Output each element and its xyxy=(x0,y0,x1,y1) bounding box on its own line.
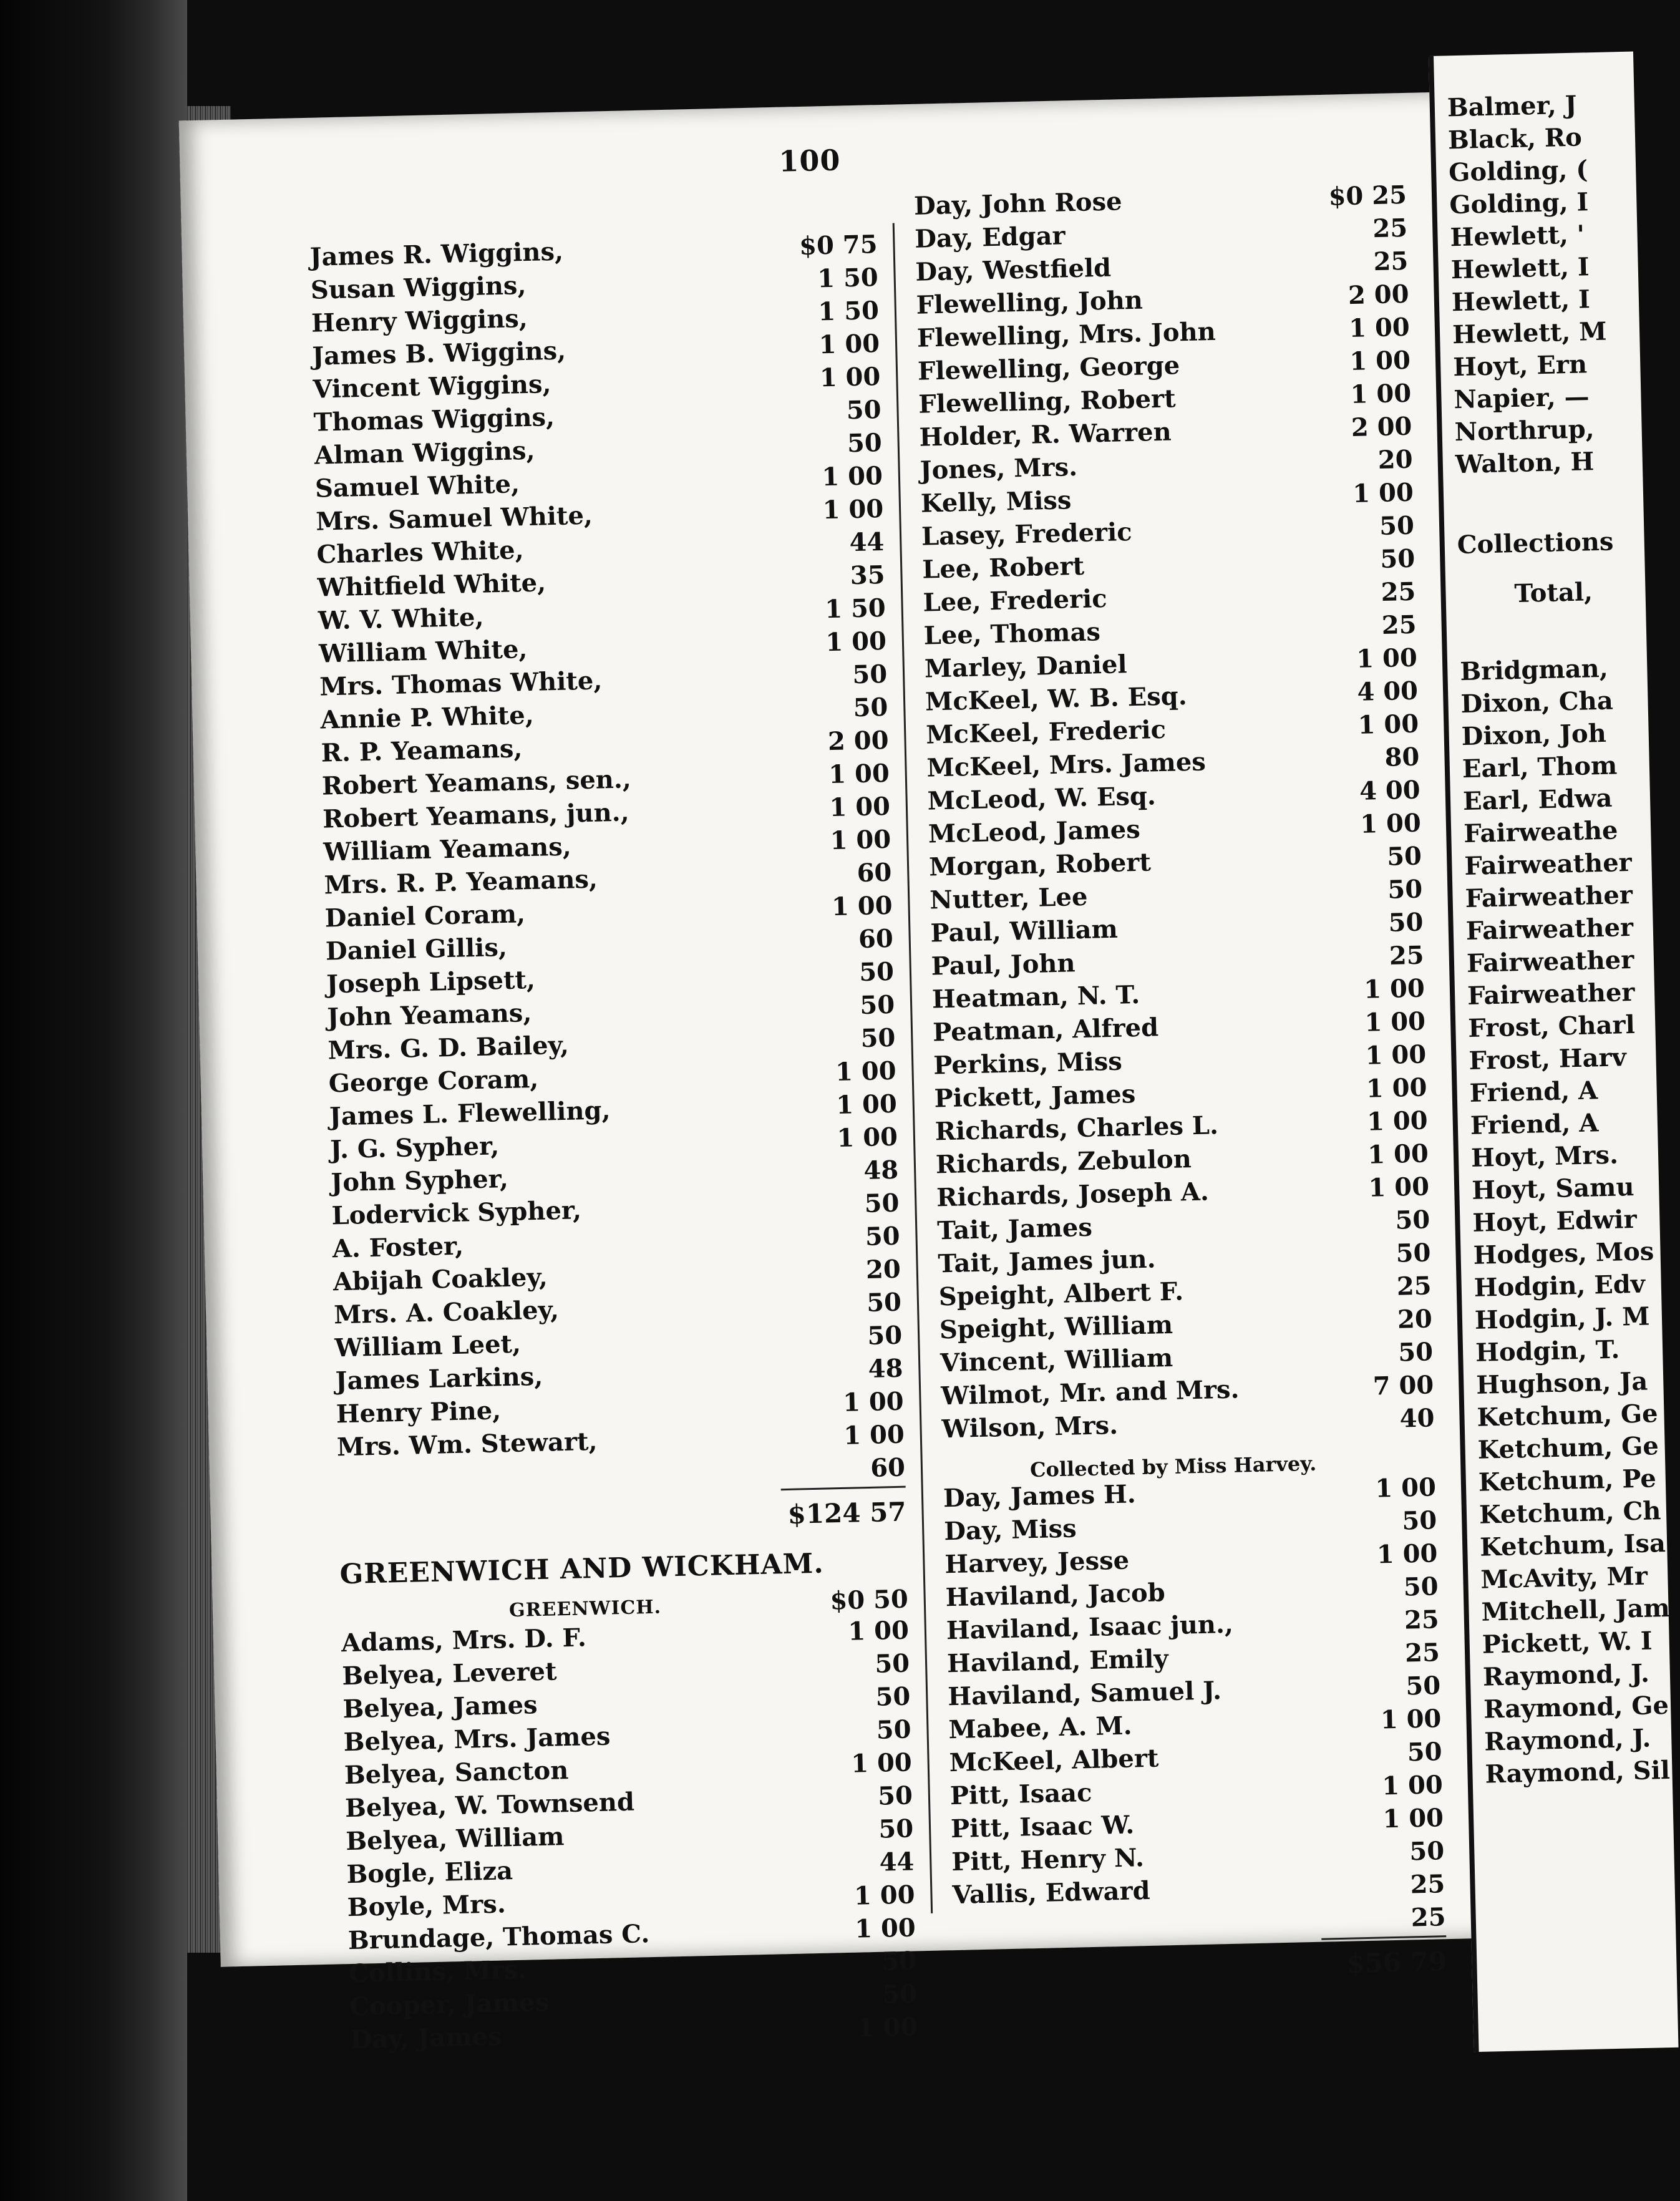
adjacent-line: Fairweather xyxy=(1467,977,1635,1011)
entry-name: McKeel, Albert xyxy=(949,1743,1159,1778)
adjacent-line: Hewlett, I xyxy=(1451,284,1591,318)
entry-name: Lodervick Sypher, xyxy=(331,1195,582,1231)
entry-name: Robert Yeamans, jun., xyxy=(322,797,630,834)
entry-amount: 50 xyxy=(1387,874,1423,905)
entry-name: Joseph Lipsett, xyxy=(326,964,536,999)
entry-name: Lee, Thomas xyxy=(923,617,1101,651)
entry-amount: 1 00 xyxy=(825,626,887,658)
entry-amount: 1 00 xyxy=(850,1747,913,1779)
entry-amount: 1 00 xyxy=(1359,808,1422,839)
entry-amount: 2 00 xyxy=(1351,411,1412,443)
entry-name: Haviland, Isaac jun., xyxy=(946,1609,1234,1646)
entry-name: Lee, Robert xyxy=(921,551,1085,585)
adjacent-line: Ketchum, Isa xyxy=(1479,1528,1666,1562)
entry-amount: 1 00 xyxy=(1348,312,1411,344)
entry-name: Richards, Zebulon xyxy=(935,1144,1192,1180)
entry-name: Peatman, Alfred xyxy=(932,1013,1159,1047)
entry-name: Flewelling, Mrs. John xyxy=(916,316,1216,353)
entry-name: Abijah Coakley, xyxy=(333,1262,548,1297)
adjacent-line: Fairweathe xyxy=(1463,815,1618,849)
entry-amount: 35 xyxy=(850,560,886,591)
subscriber-list xyxy=(309,230,905,1465)
entry-name: James L. Flewelling, xyxy=(329,1096,611,1132)
entry-amount: 4 00 xyxy=(1359,775,1421,806)
entry-amount: 25 xyxy=(1381,610,1417,640)
entry-name: Paul, William xyxy=(930,914,1119,948)
entry-amount: 1 00 xyxy=(821,461,883,492)
adjacent-line: Frost, Charl xyxy=(1467,1009,1636,1043)
adjacent-line: Hewlett, ' xyxy=(1450,220,1585,253)
adjacent-line: Dixon, Cha xyxy=(1460,686,1614,719)
entry-amount: 50 xyxy=(1394,1205,1430,1235)
entry-name: Mrs. Thomas White, xyxy=(319,666,603,702)
entry-amount: 20 xyxy=(1397,1304,1433,1334)
entry-amount: 20 xyxy=(865,1254,901,1285)
entry-name: Charles White, xyxy=(316,535,525,570)
entry-amount: 25 xyxy=(1411,1902,1447,1933)
entry-amount: 50 xyxy=(877,1781,913,1811)
adjacent-line: Dixon, Joh xyxy=(1461,718,1607,752)
entry-name: Jones, Mrs. xyxy=(920,452,1078,485)
entry-amount: 1 00 xyxy=(1367,1139,1429,1170)
entry-name: Marley, Daniel xyxy=(924,649,1128,684)
entry-name: William Yeamans, xyxy=(323,832,572,867)
entry-amount: 50 xyxy=(874,1648,910,1679)
entry-amount: 50 xyxy=(1397,1337,1434,1368)
adjacent-line: Frost, Harv xyxy=(1469,1042,1627,1076)
entry-name: John Sypher, xyxy=(330,1164,509,1198)
entry-amount: 50 xyxy=(1401,1505,1437,1536)
total-row xyxy=(338,1497,906,1543)
adjacent-line: Northrup, xyxy=(1454,414,1595,447)
adjacent-line: Hughson, Ja xyxy=(1475,1366,1648,1400)
entry-name: Harvey, Jesse xyxy=(944,1545,1130,1580)
adjacent-line: Bridgman, xyxy=(1459,653,1609,687)
entry-name: Pitt, Henry N. xyxy=(951,1843,1145,1877)
page-number: 100 xyxy=(778,143,842,178)
entry-amount: 50 xyxy=(847,428,883,459)
entry-name: Heatman, N. T. xyxy=(931,979,1140,1014)
entry-amount: 1 00 xyxy=(819,362,881,393)
entry-name: Pitt, Isaac xyxy=(949,1778,1092,1811)
entry-name: Speight, Albert F. xyxy=(938,1276,1184,1312)
entry-amount: 1 00 xyxy=(843,1419,905,1450)
entry-name: Brundage, Thomas C. xyxy=(347,1919,650,1956)
adjacent-line: Hewlett, I xyxy=(1450,252,1590,285)
entry-name: Kelly, Miss xyxy=(920,485,1072,518)
entry-amount: 50 xyxy=(865,1221,901,1252)
entry-amount: 50 xyxy=(859,989,895,1021)
entry-amount: 1 00 xyxy=(835,1089,898,1120)
entry-name: Pitt, Isaac W. xyxy=(950,1810,1135,1844)
entry-amount: 1 00 xyxy=(1352,477,1414,508)
entry-name: Lee, Frederic xyxy=(922,583,1108,618)
adjacent-line: Raymond, J. xyxy=(1482,1658,1650,1692)
entry-name: Mrs. R. P. Yeamans, xyxy=(324,864,598,900)
entry-amount: 1 00 xyxy=(830,824,891,856)
entry-name: James R. Wiggins, xyxy=(309,236,564,272)
adjacent-list-bottom xyxy=(1460,653,1673,1792)
entry-name: James B. Wiggins, xyxy=(311,336,566,371)
adjacent-line: Ketchum, Ge xyxy=(1477,1431,1659,1465)
entry-amount: 1 00 xyxy=(1349,345,1411,377)
adjacent-line: Raymond, J. xyxy=(1483,1723,1651,1757)
entry-name: Flewelling, George xyxy=(917,351,1180,386)
adjacent-line: Hewlett, M xyxy=(1452,316,1608,350)
entry-amount: 1 00 xyxy=(857,2012,918,2043)
entry-name: Paul, John xyxy=(931,948,1076,981)
entry-amount: 60 xyxy=(870,1452,906,1483)
entry-amount: 1 00 xyxy=(842,1386,905,1417)
entry-name: McKeel, Mrs. James xyxy=(926,747,1207,783)
entry-name: Alman Wiggins, xyxy=(314,435,535,470)
entry-amount: 1 00 xyxy=(1376,1538,1438,1570)
entry-amount: 50 xyxy=(1396,1238,1431,1268)
entry-amount: 50 xyxy=(867,1320,903,1351)
entry-amount: 1 50 xyxy=(817,263,879,294)
entry-amount: 50 xyxy=(1407,1737,1443,1767)
adjacent-line: Napier, — xyxy=(1453,382,1590,415)
adjacent-line: Earl, Thom xyxy=(1462,751,1618,784)
entry-name: William White, xyxy=(318,634,528,669)
entry-amount: 1 50 xyxy=(824,593,886,624)
entry-amount: $0 50 xyxy=(829,1584,909,1616)
entry-name: Annie P. White, xyxy=(320,700,535,735)
entry-name: Belyea, W. Townsend xyxy=(344,1787,635,1824)
entry-name: Wilmot, Mr. and Mrs. xyxy=(940,1374,1240,1411)
section-title: GREENWICH AND WICKHAM. xyxy=(339,1547,825,1591)
entry-name: William Leet, xyxy=(334,1329,522,1363)
entry-name: Day, Miss xyxy=(943,1513,1077,1547)
entry-amount: 25 xyxy=(1396,1271,1432,1301)
entry-amount: 1 00 xyxy=(1374,1472,1437,1504)
entry-amount: 25 xyxy=(1410,1869,1445,1900)
adjacent-line: Fairweather xyxy=(1464,847,1633,882)
entry-amount: 50 xyxy=(875,1681,911,1712)
entry-name: Belyea, Sancton xyxy=(344,1756,569,1790)
entry-name: Flewelling, John xyxy=(916,285,1143,320)
entry-name: Richards, Charles L. xyxy=(935,1110,1219,1147)
entry-name: Henry Pine, xyxy=(336,1396,502,1429)
entry-amount: 1 00 xyxy=(837,1122,898,1154)
entry-amount: 50 xyxy=(1386,841,1422,872)
adjacent-line: Hoyt, Ern xyxy=(1452,349,1588,382)
entry-name: Adams, Mrs. D. F. xyxy=(341,1623,587,1658)
entry-amount: 48 xyxy=(863,1155,899,1186)
entry-amount: 44 xyxy=(849,527,885,558)
entry-name: McLeod, James xyxy=(928,814,1141,849)
greenwich-list xyxy=(341,1616,918,2058)
entry-amount: 50 xyxy=(1405,1671,1441,1701)
entry-name: Day, Edgar xyxy=(914,221,1066,254)
entry-name: A. Foster, xyxy=(332,1231,464,1264)
entry-amount: 1 00 xyxy=(835,1056,897,1087)
entry-amount: 50 xyxy=(846,395,882,425)
entry-amount: 1 50 xyxy=(817,296,880,327)
entry-name: Lasey, Frederic xyxy=(921,517,1133,551)
entry-amount: 25 xyxy=(1389,940,1425,971)
entry-name: Thomas Wiggins, xyxy=(313,402,555,437)
entry-amount: 60 xyxy=(858,923,894,955)
adjacent-list-top xyxy=(1447,89,1643,483)
entry-amount: $0 75 xyxy=(799,230,878,261)
entry-amount: 50 xyxy=(876,1714,912,1745)
entry-name: Susan Wiggins, xyxy=(310,270,527,305)
entry-amount: $0 25 xyxy=(1328,180,1407,211)
entry-name: Samuel White, xyxy=(314,469,520,503)
entry-name: McKeel, Frederic xyxy=(925,714,1167,750)
entry-amount: 50 xyxy=(878,1814,914,1844)
entry-name: Mrs. G. D. Bailey, xyxy=(328,1030,570,1066)
adjacent-line: Golding, I xyxy=(1449,187,1589,220)
entry-amount: 1 00 xyxy=(1356,643,1418,674)
entry-name: J. G. Sypher, xyxy=(329,1131,500,1165)
total-label: Total, xyxy=(1514,576,1593,608)
entry-amount: 25 xyxy=(1372,213,1408,244)
adjacent-line: Earl, Edwa xyxy=(1462,783,1613,817)
entry-amount: 25 xyxy=(1373,246,1409,277)
entry-name: Morgan, Robert xyxy=(928,847,1152,882)
entry-amount: 20 xyxy=(1377,444,1414,475)
adjacent-line: Ketchum, Ch xyxy=(1478,1496,1661,1530)
entry-name: Tait, James jun. xyxy=(938,1244,1157,1279)
entry-name: Mrs. Wm. Stewart, xyxy=(336,1426,598,1462)
entry-name: Day, Westfield xyxy=(915,253,1112,287)
entry-name: R. P. Yeamans, xyxy=(321,734,523,768)
entry-name: Tait, James xyxy=(936,1212,1093,1246)
entry-name: Collins, Mrs. xyxy=(348,1955,527,1989)
entry-name: Belyea, William xyxy=(345,1822,565,1857)
entry-amount: 50 xyxy=(860,1023,896,1054)
entry-amount: 50 xyxy=(853,692,888,723)
right-column xyxy=(914,180,1447,1990)
entry-name: Speight, William xyxy=(939,1309,1173,1345)
entry-amount: 50 xyxy=(881,1979,918,2009)
adjacent-line: Raymond, Sil xyxy=(1484,1755,1671,1789)
entry-amount: 80 xyxy=(1384,742,1420,772)
entry-amount: 1 00 xyxy=(818,329,880,360)
collector-label: Collected by Miss Harvey. xyxy=(1029,1451,1317,1482)
collections-label: Collections xyxy=(1457,526,1614,560)
adjacent-line: Pickett, W. I xyxy=(1482,1626,1653,1659)
entry-amount: 1 00 xyxy=(1350,378,1412,410)
entry-name: Day, John Rose xyxy=(913,187,1123,221)
entry-amount: 2 00 xyxy=(827,725,890,757)
entry-name: Haviland, Samuel J. xyxy=(947,1676,1222,1712)
adjacent-line: Golding, ( xyxy=(1448,155,1588,188)
entry-name: Haviland, Emily xyxy=(946,1644,1169,1679)
entry-amount: 1 00 xyxy=(828,791,891,823)
entry-name: John Yeamans, xyxy=(326,998,532,1032)
column-total: $56 79 xyxy=(1346,1946,1447,1979)
entry-amount: 44 xyxy=(879,1847,915,1877)
entry-name: Holder, R. Warren xyxy=(918,417,1172,452)
entry-amount: 1 00 xyxy=(828,758,890,790)
adjacent-line: Fairweather xyxy=(1465,880,1633,914)
entry-name: Day, James xyxy=(350,2021,503,2055)
entry-name: Daniel Coram, xyxy=(324,899,526,933)
entry-name: Cooper, James xyxy=(349,1987,550,2022)
adjacent-line: Fairweather xyxy=(1466,945,1634,978)
entry-amount: 4 00 xyxy=(1356,676,1419,707)
harvey-list xyxy=(943,1472,1445,1913)
adjacent-line: Black, Ro xyxy=(1447,122,1583,155)
entry-amount: 50 xyxy=(1388,907,1424,938)
entry-amount: 25 xyxy=(1404,1605,1440,1635)
entry-name: McLeod, W. Esq. xyxy=(927,781,1157,816)
entry-name: Vallis, Edward xyxy=(951,1875,1151,1910)
entry-amount: 50 xyxy=(1379,510,1415,542)
entry-name: McKeel, W. B. Esq. xyxy=(925,681,1188,717)
adjacent-line: Hoyt, Mrs. xyxy=(1470,1140,1619,1173)
adjacent-line: Hodgin, J. M xyxy=(1474,1301,1650,1335)
entry-amount: 40 xyxy=(1399,1403,1435,1434)
entry-name: Day, James H. xyxy=(943,1479,1137,1513)
entry-amount: 50 xyxy=(866,1287,902,1318)
adjacent-line: Hoyt, Samu xyxy=(1471,1172,1635,1205)
entry-amount: 50 xyxy=(1403,1572,1439,1602)
entry-name: Belyea, James xyxy=(342,1690,538,1724)
entry-name: James Larkins, xyxy=(335,1361,543,1396)
entry-amount: 48 xyxy=(868,1353,903,1384)
adjacent-line: Fairweather xyxy=(1465,912,1634,946)
entry-name: George Coram, xyxy=(328,1064,539,1099)
adjacent-line: Mitchell, Jam xyxy=(1481,1593,1671,1627)
entry-name: Belyea, Leveret xyxy=(341,1656,557,1691)
adjacent-line: Hodgin, Edv xyxy=(1474,1269,1646,1303)
subsection-title: GREENWICH. xyxy=(508,1596,662,1622)
adjacent-line: Hodgin, T. xyxy=(1475,1334,1620,1368)
column-total: $124 57 xyxy=(787,1496,907,1530)
adjacent-line: Raymond, Ge xyxy=(1483,1690,1669,1724)
entry-amount: 1 00 xyxy=(1364,1006,1426,1037)
entry-amount: 1 00 xyxy=(847,1615,910,1646)
book-binding-shadow xyxy=(0,0,187,2201)
entry-amount: 1 00 xyxy=(1366,1105,1429,1137)
entry-name: Nutter, Lee xyxy=(929,882,1088,915)
entry-amount: 25 xyxy=(1381,576,1416,607)
adjacent-line: Hoyt, Edwir xyxy=(1472,1204,1638,1238)
entry-amount: 1 00 xyxy=(822,494,884,525)
entry-amount: 1 00 xyxy=(854,1913,916,1944)
entry-name: Richards, Joseph A. xyxy=(936,1177,1210,1213)
adjacent-line: Walton, H xyxy=(1455,447,1595,480)
entry-name: Mrs. A. Coakley, xyxy=(333,1295,560,1330)
entry-amount: 50 xyxy=(1409,1836,1445,1867)
entry-amount: 50 xyxy=(852,659,888,690)
entry-name: Boyle, Mrs. xyxy=(347,1889,507,1923)
entry-name: W. V. White, xyxy=(318,602,484,636)
total-row xyxy=(954,1946,1447,1990)
entry-name: Wilson, Mrs. xyxy=(941,1410,1119,1444)
entry-name: Belyea, Mrs. James xyxy=(343,1721,611,1757)
entry-amount: 1 00 xyxy=(1363,973,1425,1004)
entry-amount: 1 00 xyxy=(1381,1770,1444,1801)
entry-amount: 1 00 xyxy=(1357,709,1419,740)
entry-name: Flewelling, Robert xyxy=(918,384,1177,419)
entry-name: Whitfield White, xyxy=(317,568,546,603)
adjacent-line: Hodges, Mos xyxy=(1473,1237,1654,1270)
entry-name: Daniel Gillis, xyxy=(325,932,508,966)
adjacent-line: Friend, A xyxy=(1470,1108,1599,1140)
subscriber-list xyxy=(914,180,1435,1447)
entry-amount: 1 00 xyxy=(1368,1172,1430,1203)
entry-amount: 50 xyxy=(858,956,895,988)
entry-name: Bogle, Eliza xyxy=(346,1856,513,1890)
entry-amount: 50 xyxy=(1379,543,1415,575)
entry-name: Mabee, A. M. xyxy=(948,1711,1132,1745)
entry-name: Mrs. Samuel White, xyxy=(315,500,593,537)
adjacent-line: McAvity, Mr xyxy=(1480,1561,1648,1595)
entry-amount: 1 00 xyxy=(853,1880,916,1911)
entry-amount: 1 00 xyxy=(1382,1803,1444,1834)
entry-amount: 2 00 xyxy=(1347,279,1410,311)
entry-name: Vincent, William xyxy=(940,1343,1173,1378)
adjacent-line: Ketchum, Pe xyxy=(1478,1464,1657,1497)
entry-amount: 1 00 xyxy=(1365,1039,1427,1071)
entry-name: Robert Yeamans, sen., xyxy=(321,764,632,801)
entry-amount: 50 xyxy=(881,1946,917,1976)
entry-name: Pickett, James xyxy=(934,1079,1136,1114)
entry-amount: 1 00 xyxy=(1366,1072,1427,1104)
book-page xyxy=(179,92,1493,2055)
adjacent-line: Friend, A xyxy=(1469,1076,1598,1108)
entry-amount: 1 00 xyxy=(1380,1704,1442,1735)
entry-name: Vincent Wiggins, xyxy=(312,369,551,404)
entry-amount: 25 xyxy=(1404,1638,1440,1668)
adjacent-line: Ketchum, Ge xyxy=(1476,1399,1659,1432)
left-column xyxy=(309,230,918,2058)
entry-name: Haviland, Jacob xyxy=(945,1578,1166,1613)
entry-amount: 50 xyxy=(864,1188,900,1219)
adjacent-line: Balmer, J xyxy=(1447,90,1578,123)
entry-amount: 1 00 xyxy=(831,890,893,922)
entry-name: Perkins, Miss xyxy=(933,1046,1123,1081)
entry-amount: 60 xyxy=(857,857,892,888)
entry-amount: 7 00 xyxy=(1372,1370,1434,1401)
entry-name: Henry Wiggins, xyxy=(311,303,528,338)
